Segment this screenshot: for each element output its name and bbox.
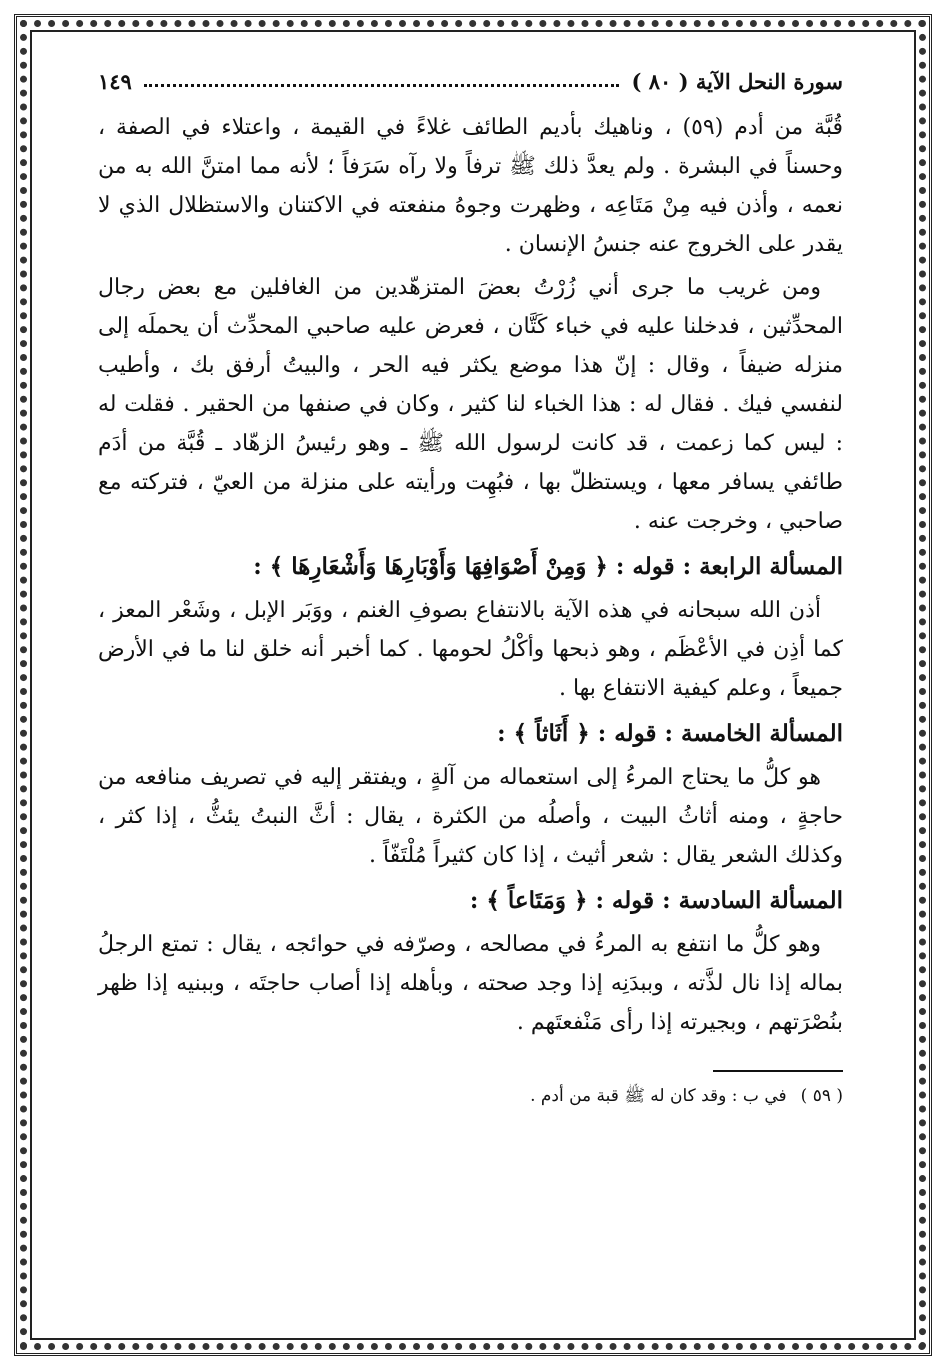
paragraph-4: هو كلُّ ما يحتاج المرءُ إلى استعماله من آلةٍ ، ويفتقر إليه في تصريف منافعه من حاجةٍ ، ومنه أثاثُ البيت ، وأصلُه من الكثرة ، يقال : أثَّ النبتُ يئثُّ ، إذا كثر ، وكذلك الشعر يقال : شعر أثيث ، إذا كان كثيراً مُلْتَفّاً . xyxy=(98,765,843,868)
footnote-text: في ب : وقد كان له ﷺ قبة من أدم . xyxy=(530,1086,787,1106)
paragraph-3: أذن الله سبحانه في هذه الآية بالانتفاع بصوفِ الغنم ، ووَبَر الإبل ، وشَعْر المعز ، كما أذِن في الأعْظَم ، وهو ذبحها وأكْلُ لحومها . كما أخبر أنه خلق لنا ما في الأرض جميعاً ، وعلم كيفية الانتفاع بها . xyxy=(98,598,843,701)
running-head-title: سورة النحل الآية ( ٨٠ ) xyxy=(631,68,843,94)
leader-dots xyxy=(144,84,620,87)
footnote-number: ( ٥٩ ) xyxy=(800,1086,843,1106)
section-heading-4: المسألة الرابعة : قوله : ﴿ وَمِنْ أَصْوَافِهَا وَأَوْبَارِهَا وَأَشْعَارِهَا ﴾ : xyxy=(253,553,843,580)
paragraph-2: ومن غريب ما جرى أني زُرْتُ بعضَ المتزهّدين من الغافلين مع بعض رجال المحدِّثين ، فدخلنا عليه في خباء كَتَّان ، فعرض عليه صاحبي المحدِّث أن يحملَه إلى منزله ضيفاً ، وقال : إنّ هذا موضع يكثر فيه الحر ، والبيتُ أرفق بك ، وأطيب لنفسي فيك . فقال له : هذا الخباء لنا كثير ، وكان في صنفها من الحقير . فقلت له : ليس كما زعمت ، قد كانت لرسول الله ﷺ ـ وهو رئيسُ الزهّاد ـ قُبَّة من أدَم طائفي يسافر معها ، ويستظلّ بها ، فبُهِت ورأيته على منزلة من العيّ ، فتركته مع صاحبي ، وخرجت عنه . xyxy=(98,275,843,534)
page-number: ١٤٩ xyxy=(98,68,132,94)
footnote-separator xyxy=(713,1070,843,1072)
paragraph-1: قُبَّة من أدم (٥٩) ، وناهيك بأديم الطائف غلاءً في القيمة ، واعتلاء في الصفة ، وحسناً في البشرة . ولم يعدَّ ذلك ﷺ ترفاً ولا رآه سَرَفاً ؛ لأنه مما امتنَّ الله به من نعمه ، وأذن فيه مِنْ مَتَاعِه ، وظهرت وجوهُ منفعته في الاكتنان والاستظلال الذي لا يقدر على الخروج عنه جنسُ الإنسان . xyxy=(98,115,843,257)
running-head xyxy=(98,60,843,102)
footnote xyxy=(98,1082,843,1110)
paragraph-5: وهو كلُّ ما انتفع به المرءُ في مصالحه ، وصرّفه في حوائجه ، يقال : تمتع الرجلُ بماله إذا نال لذَّته ، وببدَنِه إذا وجد صحته ، وبأهله إذا أصاب حاجتَه ، وببنيه إذا ظهر بنُصْرَتهم ، وبجيرته إذا رأى مَنْفعتَهم . xyxy=(98,932,843,1035)
page-content xyxy=(98,60,843,1300)
section-heading-5: المسألة الخامسة : قوله : ﴿ أَثَاثاً ﴾ : xyxy=(497,720,843,747)
section-heading-6: المسألة السادسة : قوله : ﴿ وَمَتَاعاً ﴾ : xyxy=(469,887,843,914)
